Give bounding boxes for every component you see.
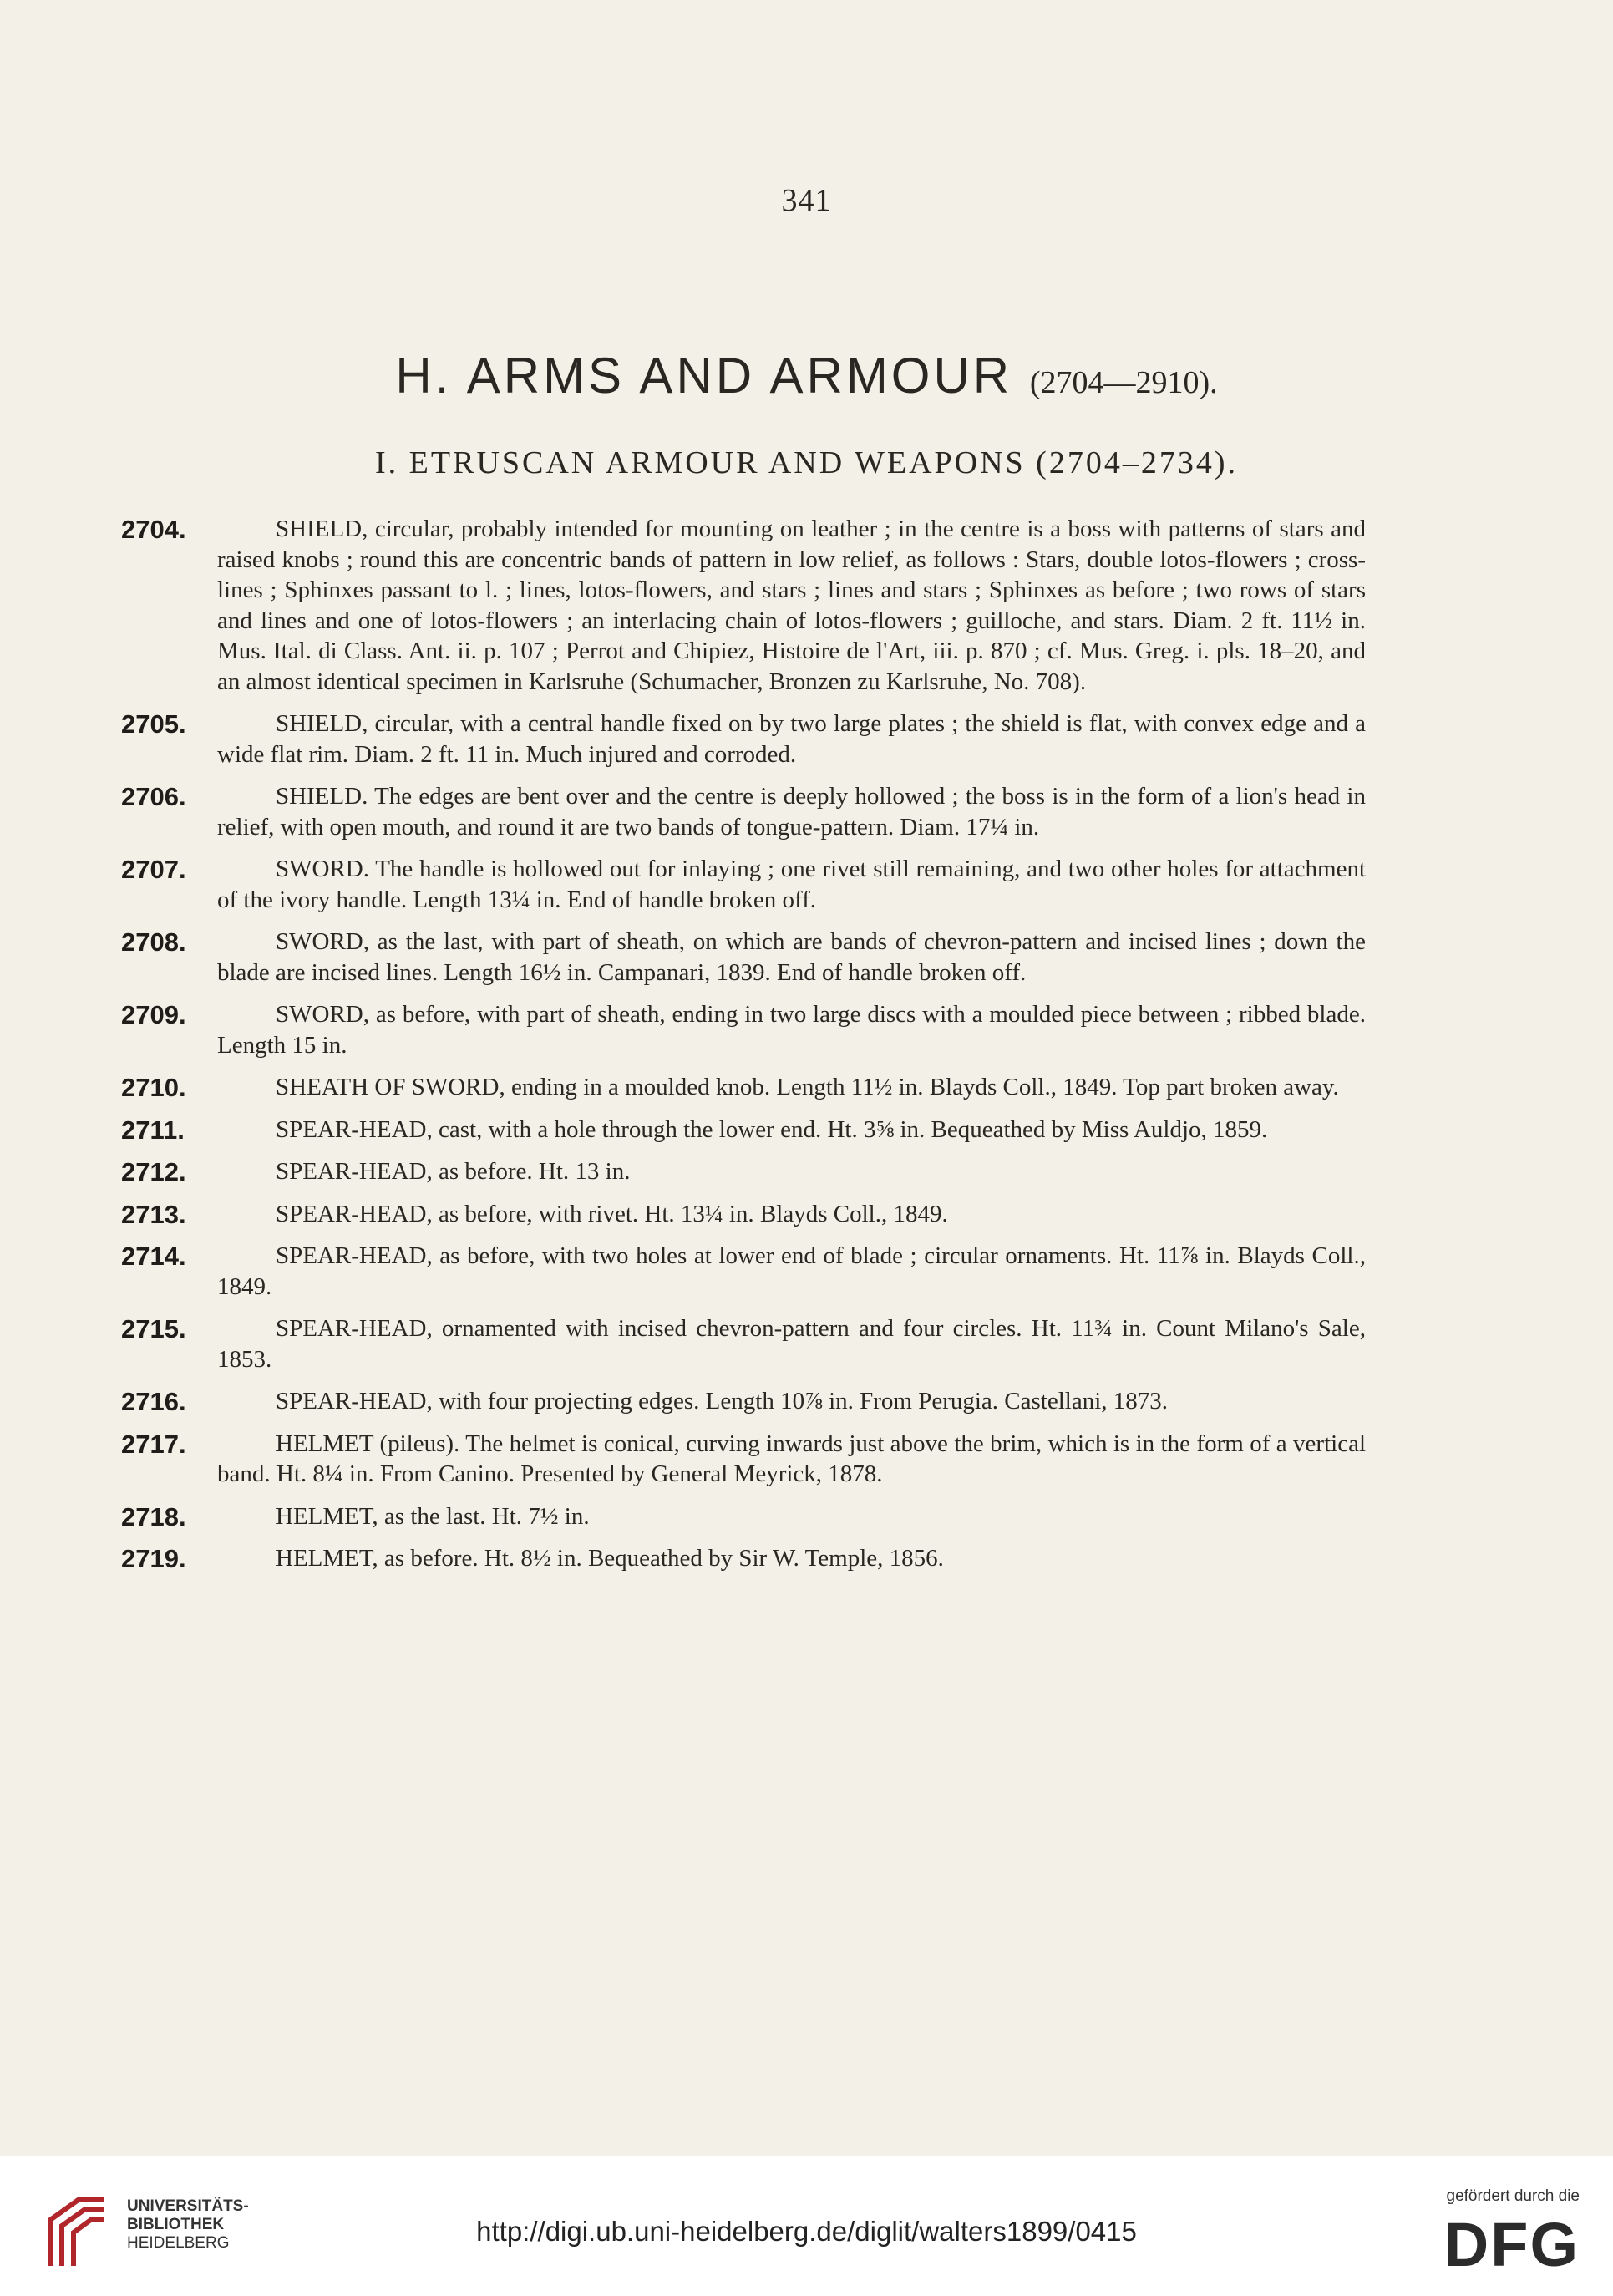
entry-number: 2706. [121, 782, 186, 811]
library-name-line2: BIBLIOTHEK [127, 2216, 225, 2233]
entry-number: 2718. [121, 1501, 186, 1532]
entry-text: HELMET, as the last. Ht. 7½ in. [276, 1502, 590, 1530]
entry-text: SPEAR-HEAD, as before, with two holes at lower end of blade ; circular ornaments. Ht. 11⅞ in. Blayds Coll., 1849. [217, 1242, 1366, 1300]
entry [121, 781, 1366, 842]
entry [121, 514, 1366, 697]
entry-text: SHIELD, circular, probably intended for mounting on leather ; in the centre is a boss with patterns of stars and raised knobs ; round this are concentric bands of pattern in low relief, as follows : Stars, double lotos-flowers ; cross-lines ; Sphinxes passant to l. ; lines, lotos-flowers, and stars ; lines and stars ; Sphinxes as before ; two rows of stars and lines and one of lotos-flowers ; an interlacing chain of lotos-flowers ; guilloche, and stars. Diam. 2 ft. 11½ in. Mus. Ital. di Class. Ant. ii. p. 107 ; Perrot and Chipiez, Histoire de l'Art, iii. p. 870 ; cf. Mus. Greg. i. pls. 18–20, and an almost identical specimen in Karlsruhe (Schumacher, Bronzen zu Karlsruhe, No. 708). [217, 516, 1366, 695]
entry-number: 2704. [121, 515, 186, 544]
entry-text: SHEATH OF SWORD, ending in a moulded knob. Length 11½ in. Blayds Coll., 1849. Top part broken away. [276, 1074, 1339, 1100]
entry-text: SPEAR-HEAD, with four projecting edges. Length 10⅞ in. From Perugia. Castellani, 1873. [276, 1388, 1169, 1415]
library-name-line1: UNIVERSITÄTS- [127, 2197, 249, 2215]
entry [121, 1429, 1366, 1490]
subsection-title: I. ETRUSCAN ARMOUR AND WEAPONS (2704–2734). [375, 445, 1238, 480]
entry-number: 2714. [121, 1242, 186, 1271]
entry [121, 999, 1366, 1060]
section-range: (2704—2910). [1029, 365, 1218, 400]
entry [121, 1386, 1366, 1417]
entry [121, 1072, 1366, 1103]
entry-number: 2717. [121, 1429, 186, 1459]
entry-number: 2707. [121, 855, 186, 884]
entry-list [121, 514, 1366, 1586]
entry [121, 1241, 1366, 1302]
entry [121, 1543, 1366, 1574]
entry-text: SWORD, as the last, with part of sheath, on which are bands of chevron-pattern and incised lines ; down the blade are incised lines. Length 16½ in. Campanari, 1839. End of handle broken off. [217, 928, 1366, 986]
entry-number: 2716. [121, 1387, 186, 1416]
entry-number: 2715. [121, 1314, 186, 1344]
entry [121, 927, 1366, 988]
footer-bar [0, 2156, 1613, 2296]
entry-text: SWORD. The handle is hollowed out for inlaying ; one rivet still remaining, and two other holes for attachment of the ivory handle. Length 13¼ in. End of handle broken off. [217, 856, 1366, 913]
entry-text: HELMET (pileus). The helmet is conical, curving inwards just above the brim, which is in the form of a vertical band. Ht. 8¼ in. From Canino. Presented by General Meyrick, 1878. [217, 1430, 1366, 1487]
funding-note: gefördert durch die [1446, 2187, 1580, 2205]
section-title-text: H. ARMS AND ARMOUR [395, 348, 1013, 404]
library-name-line3: HEIDELBERG [127, 2234, 230, 2252]
entry-text: SPEAR-HEAD, cast, with a hole through the lower end. Ht. 3⅝ in. Bequeathed by Miss Auldjo, 1859. [276, 1115, 1268, 1143]
page-number: 341 [781, 183, 832, 218]
entry [121, 1115, 1366, 1145]
entry-text: SWORD, as before, with part of sheath, ending in two large discs with a moulded piece between ; ribbed blade. Length 15 in. [217, 1001, 1366, 1059]
entry-number: 2709. [121, 1000, 186, 1029]
entry-text: SPEAR-HEAD, as before. Ht. 13 in. [276, 1158, 631, 1185]
section-title [0, 347, 1613, 404]
entry [121, 1313, 1366, 1374]
entry [121, 1199, 1366, 1230]
entry [121, 1156, 1366, 1187]
entry-number: 2705. [121, 709, 186, 739]
entry [121, 854, 1366, 915]
entry [121, 709, 1366, 770]
entry-text: SHIELD. The edges are bent over and the centre is deeply hollowed ; the boss is in the form of a lion's head in relief, with open mouth, and round it are two bands of tongue-pattern. Diam. 17¼ in. [217, 783, 1366, 841]
entry-number: 2713. [121, 1199, 186, 1229]
entry-text: SHIELD, circular, with a central handle fixed on by two large plates ; the shield is flat, with convex edge and a wide flat rim. Diam. 2 ft. 11 in. Much injured and corroded. [217, 710, 1366, 768]
entry-text: HELMET, as before. Ht. 8½ in. Bequeathed by Sir W. Temple, 1856. [276, 1545, 944, 1572]
permalink-url[interactable]: http://digi.ub.uni-heidelberg.de/diglit/walters1899/0415 [476, 2216, 1137, 2247]
entry-text: SPEAR-HEAD, ornamented with incised chevron-pattern and four circles. Ht. 11¾ in. Count Milano's Sale, 1853. [217, 1315, 1366, 1373]
entry [121, 1501, 1366, 1532]
entry-text: SPEAR-HEAD, as before, with rivet. Ht. 13¼ in. Blayds Coll., 1849. [276, 1200, 948, 1227]
entry-number: 2710. [121, 1073, 186, 1102]
entry-number: 2711. [121, 1115, 185, 1145]
dfg-logo: DFG [1443, 2210, 1580, 2279]
entry-number: 2719. [121, 1544, 186, 1573]
entry-number: 2712. [121, 1157, 186, 1186]
entry-number: 2708. [121, 927, 186, 957]
